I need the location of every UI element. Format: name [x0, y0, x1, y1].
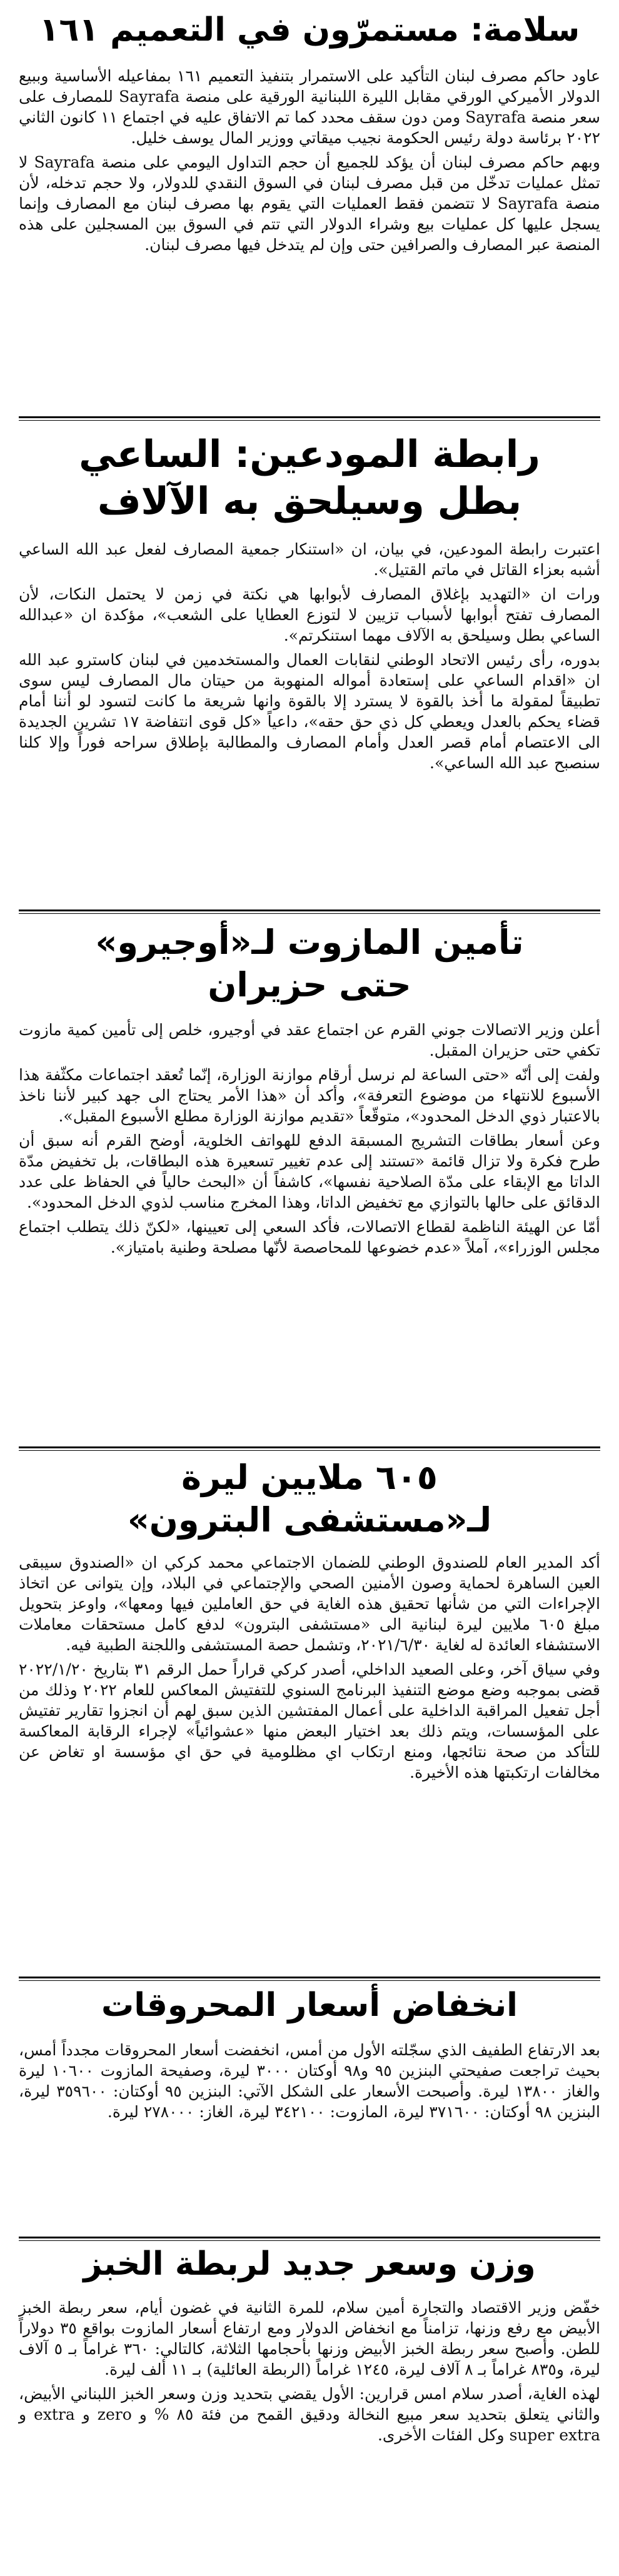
- article-paragraph: وبهم حاكم مصرف لبنان أن يؤكد للجميع أن حجم التداول اليومي على منصة Sayrafa لا تمثل عمليات تدخّل من قبل مصرف لبنان في السوق النقدي للدولار، ولا حجم تدخله، لأن منصة Sayrafa لا تتضمن فقط العمليات التي يقوم بها مصرف لبنان مع المصارف وإنما يسجل عليها كل عمليات بيع وشراء الدولار التي تتم في السوق بين المسجلين على هذه المنصة عبر المصارف والصرافين حتى وإن لم يتدخل فيها مصرف لبنان.: [19, 153, 600, 254]
- article-title: [19, 921, 600, 1006]
- article-paragraph: عاود حاكم مصرف لبنان التأكيد على الاستمرار بتنفيذ التعميم ١٦١ بمفاعيله الأساسية وببيع الدولار الأميركي الورقي مقابل الليرة اللبنانية الورقية على منصة Sayrafa للمصارف على سعر منصة Sayrafa ومن دون سقف محدد كما تم الاتفاق عليه في اجتماع ١١ كانون الثاني ٢٠٢٢ برئاسة دولة رئيس الحكومة نجيب ميقاتي ووزير المال يوسف خليل.: [19, 67, 601, 147]
- article-title-line: رابطة المودعين: الساعي: [79, 433, 540, 476]
- article-paragraph: وفي سياق آخر، وعلى الصعيد الداخلي، أصدر كركي قراراً حمل الرقم ٣١ بتاريخ ٢٠٢٢/١/٢٠ قضى بموجبه وضع موضع التنفيذ البرنامج السنوي للتفتيش المعاكس للعام ٢٠٢٢ وذلك من أجل تفعيل المراقبة الداخلية على أعمال المفتشين الذين سبق لهم أن انجزوا تقارير تفتيش على المؤسسات، ويتم ذلك بعد اختيار البعض منها «عشوائياً» لإجراء الرقابة المعاكسة للتأكد من صحة نتائجها، ومنع ارتكاب اي مظلومية في حق اي مؤسسة او تغاض عن مخالفات ارتكبتها هذه الأخيرة.: [19, 1660, 601, 1782]
- section-divider: [19, 1977, 600, 1978]
- article-paragraph: وعن أسعار بطاقات التشريج المسبقة الدفع للهواتف الخلوية، أوضح القرم أنه سبق أن طرح فكرة ولا تزال قائمة «تستند إلى عدم تغيير تسعيرة هذه البطاقات، بل تخفيض مدّة الداتا مع الإبقاء على مدّة الصلاحية نفسها»، كاشفاً أن «البحث حالياً في الحفاظ على عدد الدقائق على حالها بالتوازي مع تخفيض الداتا، وهذا المخرج مناسب لذوي الدخل المحدود».: [19, 1131, 600, 1211]
- article-title: [19, 10, 600, 51]
- article-paragraph: أكد المدير العام للصندوق الوطني للضمان الاجتماعي محمد كركي ان «الصندوق سيبقى العين الساهرة لحماية وصون الأمنين الصحي والإجتماعي في البلاد، وإن يتوانى عن اتخاذ الإجراءات التي من شأنها تحقيق هذه الغاية في حق العاملين فيها ومعها»، واوعز بتحويل مبلغ ٦٠٥ ملايين ليرة لبنانية الى «مستشفى البترون» لدفع كامل مستحقات معاملات الاستشفاء العائدة له لغاية ٢٠٢١/٦/٣٠، وتشمل حصة المستشفى واللجنة الطبية فيه.: [19, 1553, 601, 1654]
- article-title-line: سلامة: مستمرّون في التعميم ١٦١: [39, 11, 580, 49]
- article-title-line: ٦٠٥ ملايين ليرة: [181, 1458, 438, 1497]
- section-divider: [19, 416, 600, 418]
- article-paragraph: خفّض وزير الاقتصاد والتجارة أمين سلام، للمرة الثانية في غضون أيام، سعر ربطة الخبز الأبيض مع رفع وزنها، تزامناً مع انخفاض الدولار ومع ارتفاع أسعار المازوت بواقع ٣٥ دولاراً للطن. وأصبح سعر ربطة الخبز الأبيض وزنها بأحجامها الثلاثة، كالتالي: ٣٦٠ غراماً بـ ٥ آلاف ليرة، و٨٣٥ غراماً بـ ٨ آلاف ليرة، ١٢٤٥ غراماً (الربطة العائلية) بـ ١١ ألف ليرة.: [19, 2298, 600, 2378]
- article-title-line: لـ«مستشفى البترون»: [127, 1500, 492, 1540]
- article-body: [19, 66, 600, 255]
- article-title: [19, 1985, 600, 2026]
- article-batroun-hospital: [19, 1456, 600, 1787]
- article-bread-price: [19, 2244, 600, 2449]
- article-ogero: [19, 921, 600, 1261]
- article-paragraph: ولفت إلى أنّه «حتى الساعة لم نرسل أرقام موازنة الوزارة، إنّما تُعقد اجتماعات مكثّفة هذا الأسبوع للانتهاء من موضوع التعرفة»، وأكد أن «هذا الأمر يحتاج الى جهد كبير لأننا ناخذ بالاعتبار ذوي الدخل المحدود»، متوقّعاً «تقديم موازنة الوزارة مطلع الأسبوع المقبل».: [19, 1066, 600, 1125]
- article-body: [19, 2297, 600, 2445]
- article-paragraph: بعد الارتفاع الطفيف الذي سجّلته الأول من أمس، انخفضت أسعار المحروقات مجدداً أمس، بحيث تراجعت صفيحتي البنزين ٩٥ و٩٨ أوكتان ٣٠٠٠ ليرة، وصفيحة المازوت ١٠٦٠٠ ليرة والغاز ١٣٨٠٠ ليرة. وأصبحت الأسعار على الشكل الآتي: البنزين ٩٥ أوكتان: ٣٥٩٦٠٠ ليرة، البنزين ٩٨ أوكتان: ٣٧١٦٠٠ ليرة، المازوت: ٣٤٢١٠٠ ليرة، الغاز: ٢٧٨٠٠٠ ليرة.: [19, 2041, 600, 2121]
- article-title-line: انخفاض أسعار المحروقات: [101, 1987, 518, 2024]
- section-divider: [19, 2237, 600, 2238]
- article-paragraph: اعتبرت رابطة المودعين، في بيان، ان «استنكار جمعية المصارف لفعل عبد الله الساعي أشبه بعزاء القاتل في ماتم القتيل».: [19, 540, 600, 579]
- article-body: [19, 1552, 600, 1783]
- article-title-line: تأمين المازوت لـ«أوجيرو»: [95, 923, 524, 962]
- article-fuel-prices: [19, 1985, 600, 2126]
- article-salameh: [19, 10, 600, 259]
- article-body: [19, 539, 600, 773]
- article-paragraph: أعلن وزير الاتصالات جوني القرم عن اجتماع عقد في أوجيرو، خلص إلى تأمين كمية مازوت تكفي حتى حزيران المقبل.: [19, 1021, 600, 1060]
- article-depositors: [19, 431, 600, 777]
- section-divider: [19, 1446, 600, 1448]
- article-title-line: وزن وسعر جديد لربطة الخبز: [83, 2245, 536, 2283]
- article-paragraph: ورات ان «التهديد بإغلاق المصارف لأبوابها هي نكتة في زمن لا يحتمل النكات، لأن المصارف تفتح أبوابها لأسباب تزيين لا لتوزع العطايا على الشعب»، مؤكدة ان «عبدالله الساعي بطل وسيلحق به الآلاف مهما استنكرتم».: [19, 585, 600, 644]
- article-title: [19, 2244, 600, 2285]
- article-title: [19, 1456, 600, 1541]
- article-paragraph: بدوره، رأى رئيس الاتحاد الوطني لنقابات العمال والمستخدمين في لبنان كاسترو عبد الله ان «اقدام الساعي على إستعادة أمواله المنهوبة من حيتان مال المصارف ليس سوى تطبيقاً لمقولة ما أخذ بالقوة لا يسترد إلا بالقوة وانها شريعة ما كانت لتسود لو أننا أمام قضاء يحكم بالعدل ويعطي كل ذي حق حقه»، داعياً «كل قوى انتفاضة ١٧ تشرين الجديدة الى الاعتصام أمام قصر العدل وأمام المصارف والمطالبة بإطلاق سراحه فوراً وإلا كلنا سنصبح عبد الله الساعي».: [19, 651, 600, 772]
- article-title: [19, 431, 600, 525]
- article-paragraph: أمّا عن الهيئة الناظمة لقطاع الاتصالات، فأكد السعي إلى تعيينها، «لكنّ ذلك يتطلب اجتماع مجلس الوزراء»، آملاً «عدم خضوعها للمحاصصة لأنّها مصلحة وطنية بامتياز».: [19, 1218, 600, 1256]
- article-title-line: حتى حزيران: [208, 965, 411, 1005]
- article-paragraph: لهذه الغاية، أصدر سلام امس قرارين: الأول يقضي بتحديد وزن وسعر الخبز اللبناني الأبيض، والثاني يتعلق بتحديد سعر مبيع النخالة ودقيق القمح من فئة ٨٥ % و zero و extra و super extra وكل الفئات الأخرى.: [19, 2385, 601, 2444]
- article-body: [19, 1020, 600, 1258]
- article-title-line: بطل وسيلحق به الآلاف: [97, 479, 522, 523]
- section-divider: [19, 910, 600, 911]
- article-body: [19, 2040, 600, 2122]
